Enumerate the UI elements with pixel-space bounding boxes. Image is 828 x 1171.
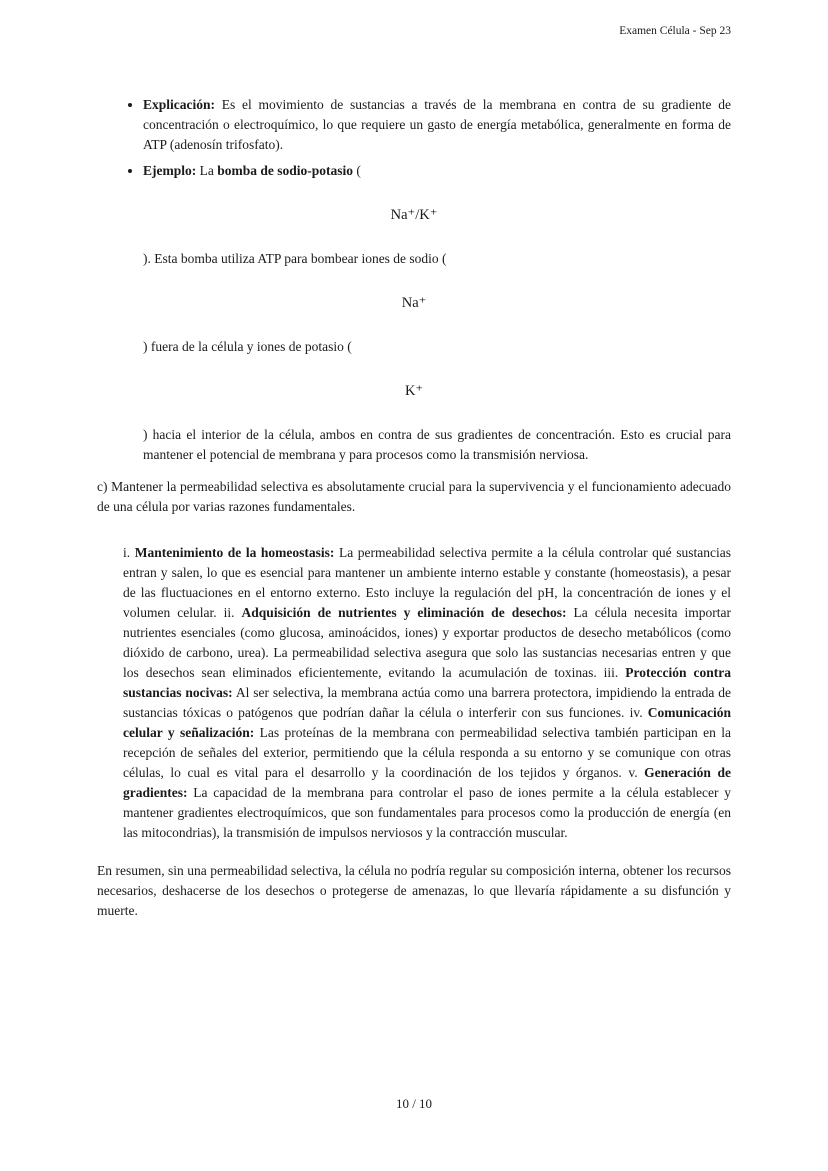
summary-paragraph: En resumen, sin una permeabilidad selectiva, la célula no podría regular su composición interna, obtener los recursos necesarios, deshacerse de los desechos o protegerse de amenazas, lo que llevaría rápidamente a su disfunción y muerte.	[97, 863, 731, 918]
math-potassium: K⁺	[404, 383, 424, 399]
page-footer	[0, 1096, 828, 1112]
page-content	[97, 95, 731, 921]
paragraph-after-math1: ). Esta bomba utiliza ATP para bombear iones de sodio (	[143, 251, 447, 266]
bullet-ejemplo	[143, 161, 731, 181]
math-sodium-potassium: Na⁺/K⁺	[390, 207, 438, 223]
math-sodium: Na⁺	[401, 295, 427, 311]
paragraph-after-math3: ) hacia el interior de la célula, ambos en contra de sus gradientes de concentración. Esto es crucial para mantener el potencial de membrana y para procesos como la transmisión nerviosa.	[143, 427, 731, 462]
header-title: Examen Célula - Sep 23	[619, 25, 731, 37]
page-number: 10 / 10	[395, 1096, 433, 1111]
bullet-list	[97, 95, 731, 181]
bullet-explicacion-text: Explicación: Es el movimiento de sustancias a través de la membrana en contra de su gradiente de concentración o electroquímico, lo que requiere un gasto de energía metabólica, generalmente en forma de ATP (adenosín trifosfato).	[143, 97, 731, 152]
paragraph-after-math2: ) fuera de la célula y iones de potasio (	[143, 339, 352, 354]
bullet-ejemplo-text: Ejemplo: La bomba de sodio-potasio (	[143, 163, 361, 178]
bullet-explicacion	[143, 95, 731, 155]
reasons-paragraph: i. Mantenimiento de la homeostasis: La permeabilidad selectiva permite a la célula controlar qué sustancias entran y salen, lo que es esencial para mantener un ambiente interno estable y constante (homeostasis), a pesar de las fluctuaciones en el entorno externo. Esto incluye la regulación del pH, la concentración de iones y el volumen celular. ii. Adquisición de nutrientes y eliminación de desechos: La célula necesita importar nutrientes esenciales (como glucosa, aminoácidos, iones) y exportar productos de desecho metabólicos (como dióxido de carbono, urea). La permeabilidad selectiva asegura que solo las sustancias necesarias entren y que los desechos sean eliminados eficientemente, evitando la acumulación de toxinas. iii. Protección contra sustancias nocivas: Al ser selectiva, la membrana actúa como una barrera protectora, impidiendo la entrada de sustancias tóxicas o patógenos que podrían dañar la célula o interferir con sus funciones. iv. Comunicación celular y señalización: Las proteínas de la membrana con permeabilidad selectiva también participan en la recepción de señales del exterior, permitiendo que la célula responda a su entorno y se comunique con otras células, lo cual es vital para el desarrollo y la coordinación de los tejidos y órganos. v. Generación de gradientes: La capacidad de la membrana para controlar el paso de iones permite a la célula establecer y mantener gradientes electroquímicos, que son fundamentales para procesos como la producción de energía (en las mitocondrias), la transmisión de impulsos nerviosos y la contracción muscular.	[123, 545, 732, 840]
page-header	[97, 24, 731, 38]
paragraph-c-item: c) Mantener la permeabilidad selectiva es absolutamente crucial para la supervivencia y el funcionamiento adecuado de una célula por varias razones fundamentales.	[97, 479, 731, 514]
